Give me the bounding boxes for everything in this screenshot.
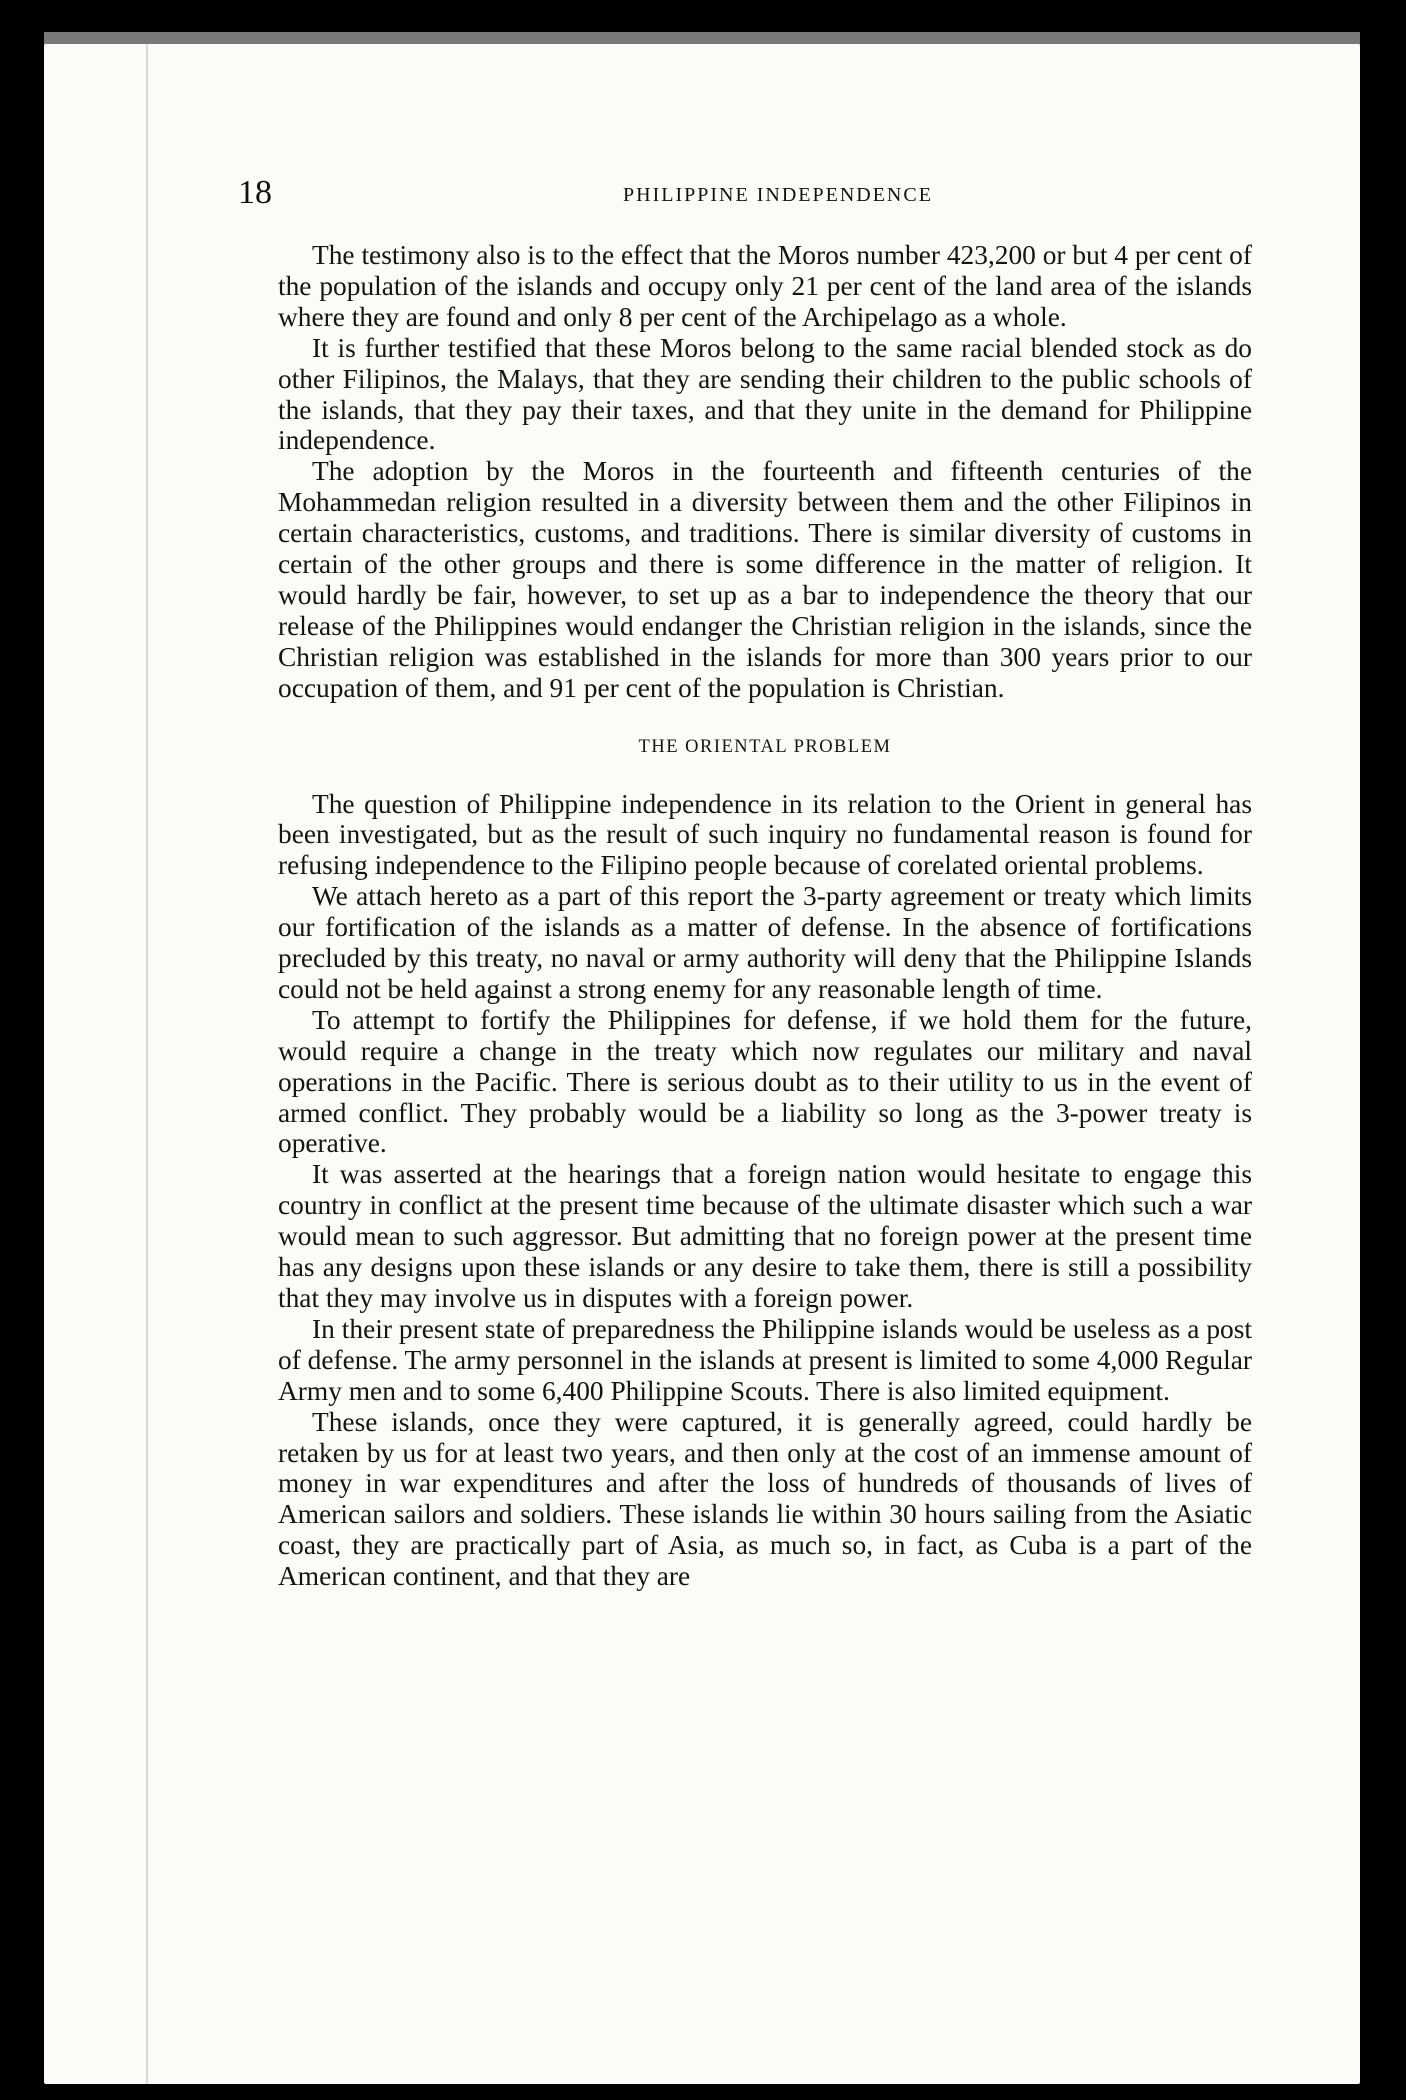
page-body — [278, 240, 1252, 1592]
section-heading: THE ORIENTAL PROBLEM — [638, 736, 892, 757]
page-header — [238, 174, 1248, 224]
paragraph: We attach hereto as a part of this report the 3-party agreement or treaty which limits our fortification of the islands as a matter of defense. In the absence of fortifications precluded by this treaty, no naval or army authority will deny that the Philippine Islands could not be held against a strong enemy for any reasonable length of time. — [278, 881, 1252, 1004]
paragraph: In their present state of preparedness the Philippine islands would be useless as a post of defense. The army personnel in the islands at present is limited to some 4,000 Regular Army men and to some 6,400 Philippine Scouts. There is also limited equipment. — [278, 1313, 1252, 1406]
paragraph: It is further testified that these Moros belong to the same racial blended stock as do other Filipinos, the Malays, that they are sending their children to the public schools of the islands, that they pay their taxes, and that they unite in the demand for Philippine independence. — [278, 332, 1252, 456]
paragraph: The adoption by the Moros in the fourteenth and fifteenth centuries of the Mohammedan religion resulted in a diversity between them and the other Filipinos in certain characteristics, customs, and traditions. There is similar diversity of customs in certain of the other groups and there is some difference in the matter of religion. It would hardly be fair, however, to set up as a bar to independence the theory that our release of the Philippines would endanger the Christian religion in the islands, since the Christian religion was established in the islands for more than 300 years prior to our occupation of them, and 91 per cent of the population is Christian. — [278, 456, 1252, 703]
page-fold-line — [146, 44, 148, 2084]
paragraph: The question of Philippine independence in its relation to the Orient in general has been investigated, but as the result of such inquiry no fundamental reason is found for refusing independence to the Filipino people because of corelated oriental problems. — [278, 788, 1252, 881]
running-head: PHILIPPINE INDEPENDENCE — [623, 184, 933, 206]
page-number: 18 — [238, 174, 272, 211]
paragraph: The testimony also is to the effect that the Moros number 423,200 or but 4 per cent of the population of the islands and occupy only 21 per cent of the land area of the islands where they are found and only 8 per cent of the Archipelago as a whole. — [278, 240, 1252, 332]
paragraph: These islands, once they were captured, it is generally agreed, could hardly be retaken by us for at least two years, and then only at the cost of an immense amount of money in war expenditures and after the loss of hundreds of thousands of lives of American sailors and soldiers. These islands lie within 30 hours sailing from the Asiatic coast, they are practically part of Asia, as much so, in fact, as Cuba is a part of the American continent, and that they are — [278, 1406, 1252, 1592]
paragraph: To attempt to fortify the Philippines for defense, if we hold them for the future, would require a change in the treaty which now regulates our military and naval operations in the Pacific. There is serious doubt as to their utility to us in the event of armed conflict. They probably would be a liability so long as the 3-power treaty is operative. — [278, 1004, 1252, 1159]
paragraph: It was asserted at the hearings that a foreign nation would hesitate to engage this country in conflict at the present time because of the ultimate disaster which such a war would mean to such aggressor. But admitting that no foreign power at the present time has any designs upon these islands or any desire to take them, there is still a possibility that they may involve us in disputes with a foreign power. — [278, 1159, 1252, 1313]
